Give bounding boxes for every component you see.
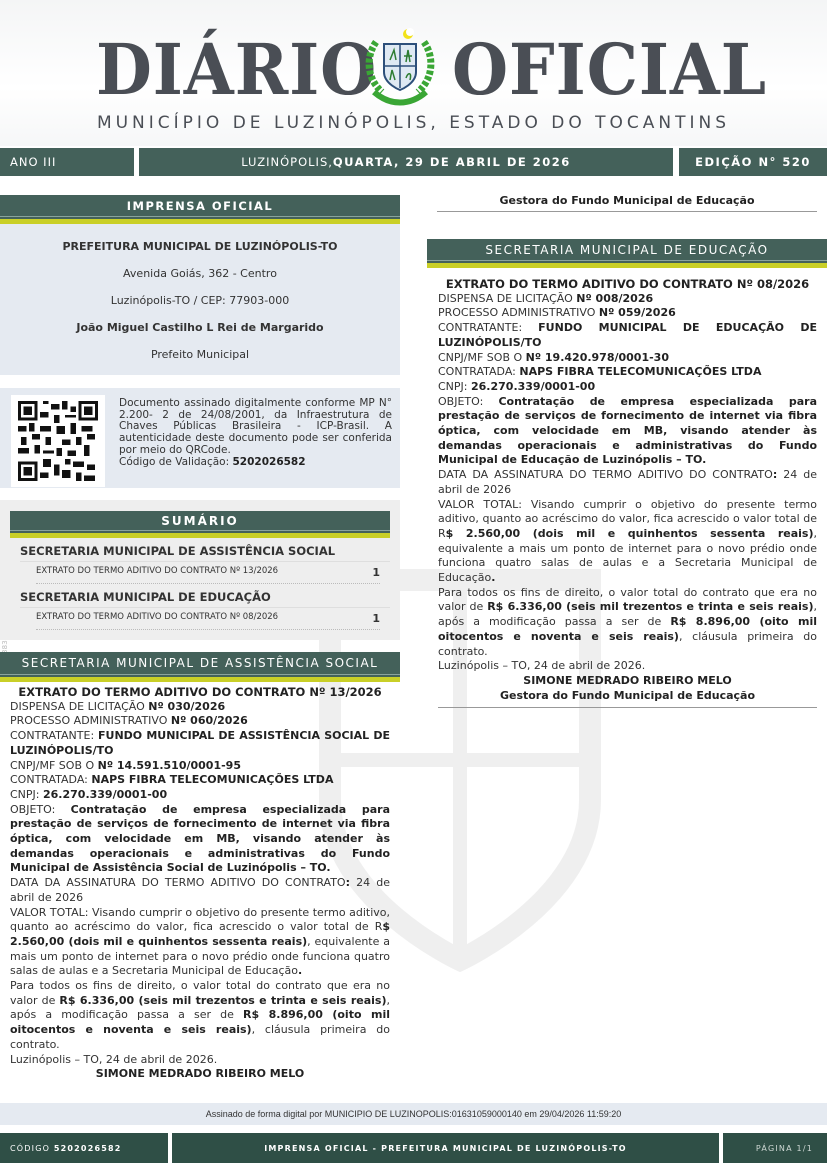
validation-qr-code[interactable] [11, 395, 105, 487]
valor-antigo: R$ 6.336,00 (seis mil trezentos e trinta e seis reais) [59, 993, 387, 1007]
summary-panel [0, 500, 400, 640]
article-contrato-13-2026 [10, 685, 390, 1082]
valor-antigo: R$ 6.336,00 (seis mil trezentos e trinta e seis reais) [487, 600, 814, 614]
summary-group-educacao: SECRETARIA MUNICIPAL DE EDUCAÇÃO [20, 590, 390, 608]
imprensa-oficial-header: IMPRENSA OFICIAL [0, 195, 400, 224]
summary-item-page: 1 [372, 566, 380, 579]
footer-publisher: IMPRENSA OFICIAL - PREFEITURA MUNICIPAL DE LUZINÓPOLIS-TO [172, 1133, 719, 1163]
cnpj-number: 26.270.339/0001-00 [43, 787, 168, 801]
dispensa-label: DISPENSA DE LICITAÇÃO [438, 291, 577, 305]
right-column [427, 185, 827, 268]
masthead-subtitle: MUNICÍPIO DE LUZINÓPOLIS, ESTADO DO TOCANTINS [96, 113, 731, 133]
signing-date-colon: : [772, 468, 778, 482]
section-header-assistencia-social: SECRETARIA MUNICIPAL DE ASSISTÊNCIA SOCIAL [0, 652, 400, 682]
article-contrato-08-2026 [438, 277, 817, 708]
processo-number: Nº 060/2026 [170, 714, 248, 728]
prefeitura-city-cep: Luzinópolis-TO / CEP: 77903-000 [110, 294, 290, 307]
cnpj-label: CNPJ: [10, 787, 43, 801]
contratada-name: NAPS FIBRA TELECOMUNICAÇÕES LTDA [91, 773, 334, 787]
edition-label: EDIÇÃO N° 520 [679, 148, 827, 176]
objeto-label: OBJETO: [438, 394, 499, 408]
objeto-text: Contratação de empresa especializada para prestação de serviços de fornecimento de internet via fibra óptica, com velocidade em MB, visando atender às demandas operacionais e administrativas do Fundo Municipal de Assistência Social de Luzinópolis – TO. [10, 802, 390, 875]
mayor-role: Prefeito Municipal [150, 348, 250, 361]
signing-date-colon: : [345, 876, 350, 890]
cnpj-mf-label: CNPJ/MF SOB O [438, 350, 526, 364]
valor-description: , equivalente a mais um ponto de internet para o novo prédio onde funciona quatro salas de aulas e a Secretaria Municipal de Educação [438, 526, 817, 585]
section-header-educacao: SECRETARIA MUNICIPAL DE EDUCAÇÃO [427, 239, 827, 268]
summary-item-label: EXTRATO DO TERMO ADITIVO DO CONTRATO Nº 13/2026 [36, 566, 279, 576]
fins-end: , cláusula primeira do contrato. [10, 1023, 390, 1051]
fins-intro: Para todos os fins de direito, o valor total do contrato que era no valor de [438, 585, 817, 614]
contratante-name: FUNDO MUNICIPAL DE EDUCAÇÃO DE LUZINÓPOLIS/TO [438, 321, 817, 349]
local-date: Luzinópolis – TO, 24 de abril de 2026. [438, 659, 646, 673]
contratante-label: CONTRATANTE: [10, 729, 98, 743]
processo-number: Nº 059/2026 [598, 306, 676, 320]
summary-group-assistencia-social: SECRETARIA MUNICIPAL DE ASSISTÊNCIA SOCIAL [20, 544, 390, 562]
validation-code-label: Código de Validação: [119, 455, 233, 468]
local-date: Luzinópolis – TO, 24 de abril de 2026. [10, 1052, 218, 1066]
masthead [0, 0, 827, 146]
cnpj-mf-number: Nº 14.591.510/0001-95 [97, 758, 241, 772]
signature-notice [119, 398, 392, 468]
signer-role: Gestora do Fundo Municipal de Educação [499, 688, 756, 702]
summary-header: SUMÁRIO [10, 511, 390, 538]
validation-code: 5202026582 [232, 455, 306, 468]
date-label [139, 148, 673, 176]
contratada-name: NAPS FIBRA TELECOMUNICAÇÕES LTDA [519, 365, 762, 379]
processo-label: PROCESSO ADMINISTRATIVO [10, 714, 171, 728]
cnpj-mf-number: Nº 19.420.978/0001-30 [525, 350, 669, 364]
footer-code [0, 1133, 168, 1163]
year-label: ANO III [0, 148, 134, 176]
signing-date: 24 de abril de 2026 [10, 876, 390, 904]
summary-item[interactable] [36, 608, 380, 630]
contratada-label: CONTRATADA: [438, 365, 520, 379]
fins-mid: , após a modificação passa a ser de [438, 600, 817, 629]
footer-code-value: 5202026582 [53, 1143, 122, 1153]
left-column [0, 195, 400, 682]
valor-dot: . [298, 964, 303, 978]
fins-intro: Para todos os fins de direito, o valor total do contrato que era no valor de [10, 979, 390, 1007]
digital-signature-stamp: Assinado de forma digital por MUNICIPIO DE LUZINOPOLIS:01631059000140 em 29/04/2026 11:59:20 [0, 1103, 827, 1125]
city-label: LUZINÓPOLIS, [241, 155, 333, 169]
valor-intro: VALOR TOTAL: Visando cumprir o objetivo do presente termo aditivo, quanto ao acréscimo do valor, fica acrescido o valor total de R [10, 905, 390, 934]
fins-mid: , após a modificação passa a ser de [10, 993, 390, 1022]
signer-name: SIMONE MEDRADO RIBEIRO MELO [95, 1067, 305, 1081]
processo-label: PROCESSO ADMINISTRATIVO [438, 306, 599, 320]
footer-code-label: CÓDIGO [10, 1143, 51, 1153]
prefeitura-name: PREFEITURA MUNICIPAL DE LUZINÓPOLIS-TO [62, 240, 338, 253]
dispensa-number: Nº 030/2026 [148, 699, 226, 713]
signature-notice-text: Documento assinado digitalmente conforme MP N° 2.200- 2 de 24/08/2001, da Infraestrutura de Chaves Públicas Brasileira - ICP-Brasil. A autenticidade deste documento pode ser conferida por meio do QRCode. [119, 397, 392, 456]
summary-item[interactable] [36, 562, 380, 584]
valor-acrescido: $ 2.560,00 (dois mil e quinhentos sessenta reais) [445, 526, 814, 540]
municipal-coat-of-arms-icon [360, 22, 440, 106]
valor-acrescido: $ 2.560,00 (dois mil e quinhentos sessenta reais) [10, 920, 390, 948]
footer-page-number: PÁGINA 1/1 [723, 1133, 827, 1163]
contratante-name: FUNDO MUNICIPAL DE ASSISTÊNCIA SOCIAL DE LUZINÓPOLIS/TO [10, 729, 390, 757]
qr-code-icon [17, 401, 99, 481]
valor-dot: . [491, 571, 496, 585]
signer-name: SIMONE MEDRADO RIBEIRO MELO [523, 673, 732, 687]
dispensa-number: Nº 008/2026 [576, 291, 654, 305]
summary-item-page: 1 [372, 612, 380, 625]
digital-signature-panel [0, 388, 400, 488]
imprensa-oficial-panel [0, 195, 400, 375]
prefeitura-address: Avenida Goiás, 362 - Centro [123, 267, 277, 280]
continued-signer-role: Gestora do Fundo Municipal de Educação [437, 185, 817, 212]
valor-novo: R$ 8.896,00 (oito mil oitocentos e noventa e seis reais) [438, 615, 817, 643]
valor-description: , equivalente a mais um ponto de internet para o novo prédio onde funciona quatro salas de aulas e a Secretaria Municipal de Educação [10, 934, 390, 978]
contratante-label: CONTRATANTE: [438, 321, 539, 335]
contratada-label: CONTRATADA: [10, 773, 92, 787]
cnpj-label: CNPJ: [438, 379, 471, 393]
article-title: EXTRATO DO TERMO ADITIVO DO CONTRATO Nº 13/2026 [18, 685, 382, 699]
valor-novo: R$ 8.896,00 (oito mil oitocentos e noventa e seis reais) [10, 1008, 390, 1037]
signing-date-label: DATA DA ASSINATURA DO TERMO ADITIVO DO CONTRATO [438, 468, 773, 482]
valor-intro: VALOR TOTAL: Visando cumprir o objetivo do presente termo aditivo, quanto ao acréscimo do valor, fica acrescido o valor total de R [438, 497, 817, 540]
cnpj-number: 26.270.339/0001-00 [471, 379, 596, 393]
dispensa-label: DISPENSA DE LICITAÇÃO [10, 699, 149, 713]
signing-date-label: DATA DA ASSINATURA DO TERMO ADITIVO DO CONTRATO [10, 876, 346, 890]
objeto-label: OBJETO: [10, 802, 71, 816]
summary-item-label: EXTRATO DO TERMO ADITIVO DO CONTRATO Nº 08/2026 [36, 612, 279, 622]
objeto-text: Contratação de empresa especializada para prestação de serviços de fornecimento de internet via fibra óptica, com velocidade em MB, visando atender às demandas operacionais e administrativas do Fundo Municipal de Educação de Luzinópolis – TO. [438, 394, 817, 467]
publication-date: QUARTA, 29 DE ABRIL DE 2026 [332, 155, 571, 169]
article-divider [438, 707, 817, 708]
masthead-title-right: OFICIAL [452, 28, 768, 111]
fins-end: , cláusula primeira do contrato. [438, 629, 817, 658]
article-title: EXTRATO DO TERMO ADITIVO DO CONTRATO Nº 08/2026 [445, 277, 810, 291]
mayor-name: João Miguel Castilho L Rei de Margarido [76, 321, 324, 334]
signing-date: 24 de abril de 2026 [438, 468, 817, 496]
cnpj-mf-label: CNPJ/MF SOB O [10, 758, 98, 772]
masthead-title-left: DIÁRIO [96, 28, 378, 111]
